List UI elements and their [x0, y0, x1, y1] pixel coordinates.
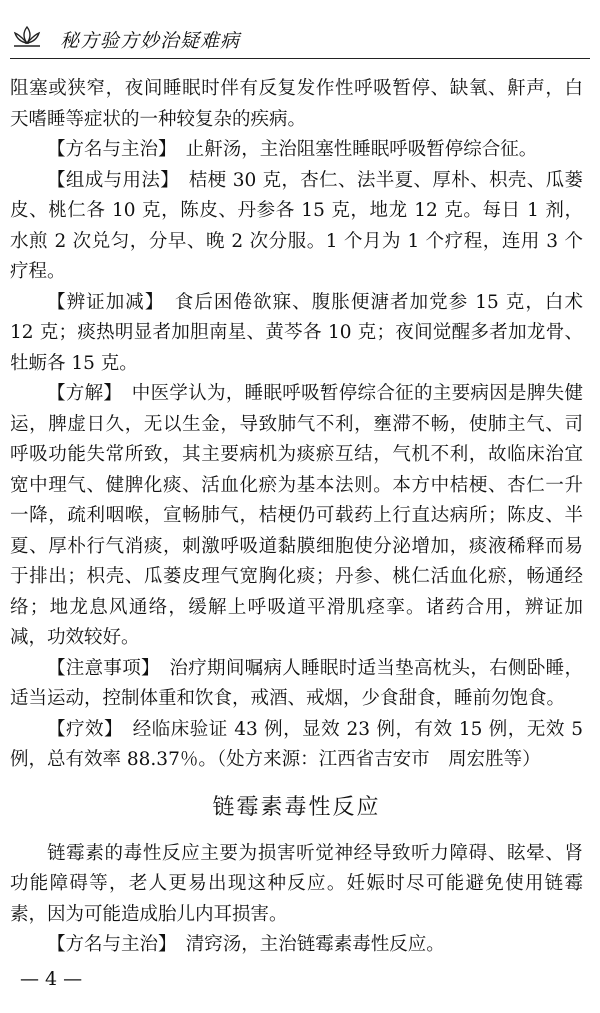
section-text: 止鼾汤，主治阻塞性睡眠呼吸暂停综合征。	[185, 139, 538, 160]
section-paragraph	[10, 715, 583, 776]
sections-part-1	[10, 135, 583, 776]
section-paragraph	[10, 379, 583, 654]
section-text: 治疗期间嘱病人睡眠时适当垫高枕头，右侧卧睡，适当运动，控制体重和饮食，戒酒、戒烟，少食甜食，睡前勿饱食。	[10, 657, 583, 709]
page-body	[10, 74, 583, 961]
section-text: 中医学认为，睡眠呼吸暂停综合征的主要病因是脾失健运，脾虚日久，无以生金，导致肺气不利，壅滞不畅，使肺主气、司呼吸功能失常所致，其主要病机为痰瘀互结，气机不利，故临床治宜宽中理气、健脾化痰、活血化瘀为基本法则。本方中桔梗、杏仁一升一降，疏利咽喉，宣畅肺气，桔梗仍可载药上行直达病所；陈皮、半夏、厚朴行气消痰，刺激呼吸道黏膜细胞使分泌增加，痰液稀释而易于排出；枳壳、瓜蒌皮理气宽胸化痰；丹参、桃仁活血化瘀，畅通经络；地龙息风通络，缓解上呼吸道平滑肌痉挛。诸药合用，辨证加减，功效较好。	[10, 383, 583, 648]
section-label: 【注意事项】	[47, 657, 160, 679]
section-text: 食后困倦欲寐、腹胀便溏者加党参 15 克，白术 12 克；痰热明显者加胆南星、黄芩各 10 克；夜间觉醒多者加龙骨、牡蛎各 15 克。	[10, 291, 583, 374]
lotus-icon	[12, 24, 42, 50]
section2-intro-paragraph: 链霉素的毒性反应主要为损害听觉神经导致听力障碍、眩晕、肾功能障碍等，老人更易出现这种反应。妊娠时尽可能避免使用链霉素，因为可能造成胎儿内耳损害。	[10, 842, 583, 925]
section-label: 【组成与用法】	[47, 169, 180, 191]
running-header	[10, 20, 590, 60]
section-label: 【疗效】	[47, 718, 124, 740]
section-label: 【方名与主治】	[47, 139, 177, 160]
section-title: 链霉素毒性反应	[212, 794, 381, 820]
section-paragraph	[10, 654, 583, 715]
header-rule	[10, 58, 590, 59]
section-paragraph	[10, 135, 583, 166]
intro-paragraph: 阻塞或狭窄，夜间睡眠时伴有反复发作性呼吸暂停、缺氧、鼾声，白天嗜睡等症状的一种较复杂的疾病。	[10, 78, 583, 130]
page-number: — 4 —	[20, 968, 83, 990]
sections-part-2	[10, 930, 583, 961]
section-text: 清窍汤，主治链霉素毒性反应。	[185, 934, 445, 955]
section-paragraph	[10, 930, 583, 961]
section-text: 桔梗 30 克，杏仁、法半夏、厚朴、枳壳、瓜蒌皮、桃仁各 10 克，陈皮、丹参各 15 克，地龙 12 克。每日 1 剂，水煎 2 次兑匀，分早、晚 2 次分服。1 个月为 1 个疗程，连用 3 个疗程。	[10, 169, 583, 282]
section-label: 【方名与主治】	[47, 934, 177, 955]
header-title: 秘方验方妙治疑难病	[60, 30, 241, 52]
section-text: 经临床验证 43 例，显效 23 例，有效 15 例，无效 5 例，总有效率 88.37％。（处方来源：江西省吉安市 周宏胜等）	[10, 718, 583, 770]
section-label: 【辨证加减】	[47, 291, 165, 313]
section-paragraph	[10, 166, 583, 288]
section-paragraph	[10, 288, 583, 380]
section-label: 【方解】	[47, 383, 123, 404]
